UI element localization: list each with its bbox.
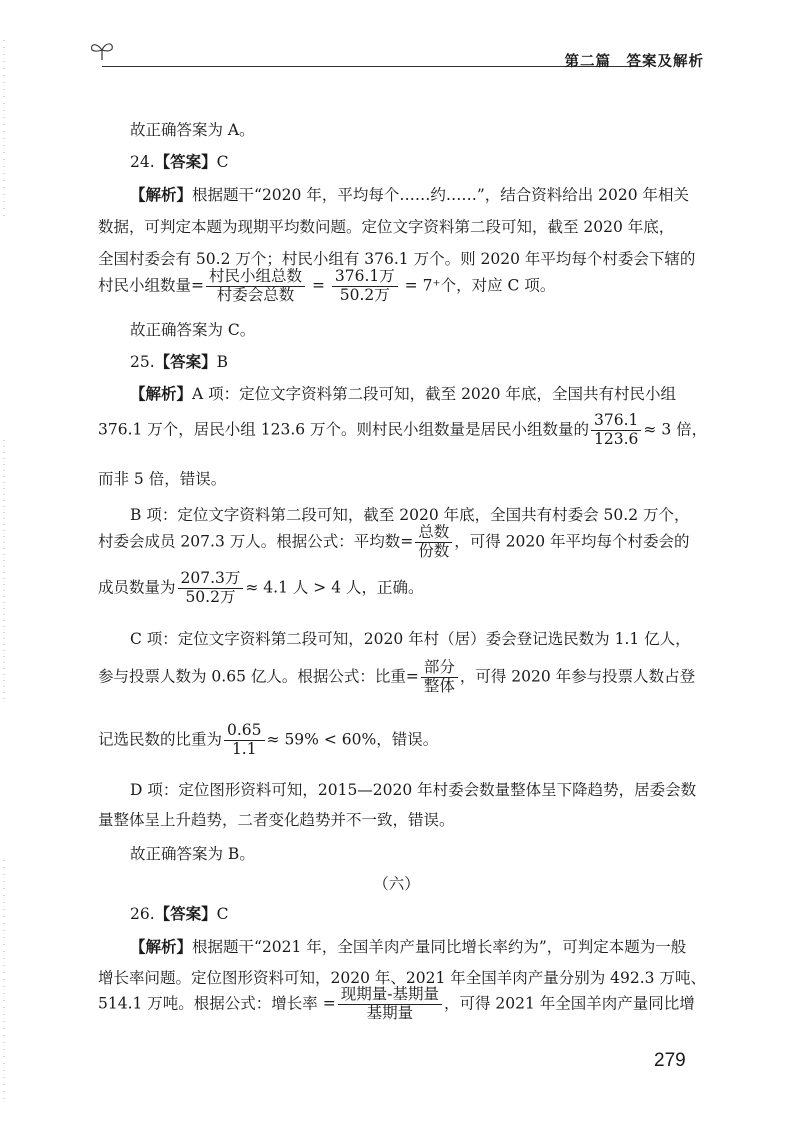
analysis-tag: 【解析】 — [130, 185, 193, 204]
fraction — [224, 722, 265, 759]
denominator: 1.1 — [231, 739, 257, 758]
page-header — [88, 38, 708, 72]
question-24-answer — [130, 150, 229, 172]
question-26-answer — [130, 902, 229, 924]
text-segment: 村民小组数量= — [98, 276, 204, 295]
formula-line — [98, 570, 424, 607]
text-line: C 项：定位文字资料第二段可知，2020 年村（居）委会登记选民数为 1.1 亿人， — [130, 630, 691, 648]
formula-line — [98, 722, 438, 759]
text-segment: ≈ 4.1 人 > 4 人，正确。 — [245, 578, 424, 597]
answer-line: 故正确答案为 A。 — [130, 121, 255, 139]
fraction — [591, 412, 641, 449]
sprout-icon — [88, 38, 116, 62]
denominator: 村委会总数 — [216, 285, 295, 304]
question-25-answer — [130, 350, 228, 372]
text-line: 量整体呈上升趋势，二者变化趋势并不一致，错误。 — [98, 811, 455, 829]
answer-choice: C — [216, 153, 229, 171]
fraction — [338, 986, 442, 1023]
fraction — [332, 268, 398, 305]
text-line: 而非 5 倍，错误。 — [98, 470, 227, 488]
numerator: 村民小组总数 — [206, 268, 305, 287]
analysis-text: A 项：定位文字资料第二段可知，截至 2020 年底，全国共有村民小组 — [192, 385, 676, 403]
analysis-line — [130, 935, 686, 957]
text-line: D 项：定位图形资料可知，2015—2020 年村委会数量整体呈下降趋势，居委会数 — [130, 781, 697, 799]
numerator: 376.1 — [591, 412, 641, 431]
denominator: 基期量 — [366, 1003, 414, 1022]
denominator: 123.6 — [594, 429, 639, 448]
section-title: 第二篇 答案及解析 — [564, 54, 704, 70]
text-segment: 记选民数的比重为 — [98, 730, 223, 749]
text-segment: 514.1 万吨。根据公式：增长率 = — [98, 994, 336, 1013]
header-rule — [102, 66, 642, 67]
text-segment: 成员数量为 — [98, 578, 176, 597]
denominator: 50.2万 — [185, 587, 236, 606]
question-number: 25. — [130, 353, 155, 371]
fraction — [206, 268, 305, 305]
text-segment: = 7⁺个，对应 C 项。 — [399, 276, 556, 295]
analysis-tag: 【解析】 — [130, 384, 193, 403]
text-segment: 参与投票人数为 0.65 亿人。根据公式：比重= — [98, 667, 419, 686]
text-segment: 村委会成员 207.3 万人。根据公式：平均数= — [98, 532, 414, 551]
formula-line — [98, 986, 695, 1023]
numerator: 部分 — [421, 659, 458, 678]
analysis-tag: 【解析】 — [130, 937, 193, 956]
numerator: 现期量-基期量 — [338, 986, 442, 1005]
formula-line — [98, 412, 707, 449]
text-line: 增长率问题。定位图形资料可知，2020 年、2021 年全国羊肉产量分别为 492.3 万吨、 — [98, 969, 706, 987]
fraction — [178, 570, 244, 607]
denominator: 整体 — [423, 676, 455, 695]
text-line: 全国村委会有 50.2 万个；村民小组有 376.1 万个。则 2020 年平均每个村委会下辖的 — [98, 250, 696, 268]
text-segment: = — [307, 276, 330, 295]
question-number: 24. — [130, 153, 155, 171]
numerator: 0.65 — [224, 722, 265, 741]
fraction — [415, 524, 452, 561]
analysis-text: 根据题干“2021 年，全国羊肉产量同比增长率约为”，可判定本题为一般 — [192, 938, 687, 956]
answer-line: 故正确答案为 B。 — [130, 845, 255, 863]
scan-edge-marks — [2, 0, 6, 1130]
formula-line — [98, 268, 555, 305]
answer-choice: B — [216, 353, 229, 371]
denominator: 50.2万 — [339, 285, 390, 304]
text-line: 数据，可判定本题为现期平均数问题。定位文字资料第二段可知，截至 2020 年底， — [98, 218, 675, 236]
question-number: 26. — [130, 905, 155, 923]
section-heading: （六） — [373, 875, 420, 893]
numerator: 376.1万 — [332, 268, 398, 287]
answer-choice: C — [216, 905, 229, 923]
analysis-line — [130, 382, 676, 404]
numerator: 207.3万 — [178, 570, 244, 589]
formula-line — [98, 524, 690, 561]
answer-tag: 【答案】 — [154, 152, 217, 171]
answer-line: 故正确答案为 C。 — [130, 321, 256, 339]
text-segment: ，可得 2021 年全国羊肉产量同比增 — [443, 994, 695, 1013]
answer-tag: 【答案】 — [154, 904, 217, 923]
numerator: 总数 — [415, 524, 452, 543]
text-segment: 376.1 万个，居民小组 123.6 万个。则村民小组数量是居民小组数量的 — [98, 420, 590, 439]
answer-tag: 【答案】 — [154, 352, 217, 371]
page-number: 279 — [654, 1050, 686, 1071]
text-segment: ，可得 2020 年平均每个村委会的 — [454, 532, 690, 551]
text-line: B 项：定位文字资料第二段可知，截至 2020 年底，全国共有村委会 50.2 万个， — [130, 506, 690, 524]
text-segment: ≈ 59% < 60%，错误。 — [266, 730, 439, 749]
analysis-line — [130, 183, 689, 205]
formula-line — [98, 659, 695, 696]
fraction — [421, 659, 458, 696]
analysis-text: 根据题干“2020 年，平均每个……约……”，结合资料给出 2020 年相关 — [192, 186, 690, 204]
text-segment: ，可得 2020 年参与投票人数占登 — [459, 667, 696, 686]
denominator: 份数 — [418, 541, 450, 560]
text-segment: ≈ 3 倍， — [643, 420, 708, 439]
